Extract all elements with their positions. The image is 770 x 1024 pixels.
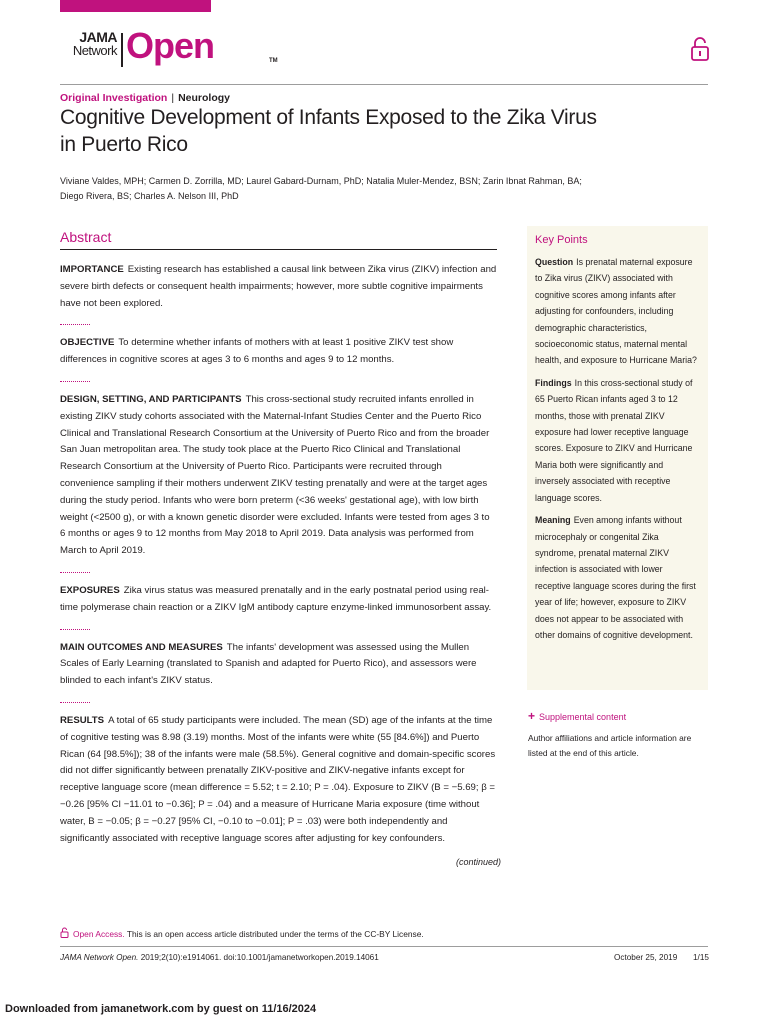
footer-rule xyxy=(60,946,708,947)
abstract-importance xyxy=(60,262,497,312)
section-divider xyxy=(60,572,90,573)
author-affiliations-note: Author affiliations and article information are listed at the end of this article. xyxy=(528,733,692,758)
download-watermark: Downloaded from jamanetwork.com by guest on 11/16/2024 xyxy=(5,1003,317,1015)
findings-text: In this cross-sectional study of 65 Puerto Rican infants aged 3 to 12 months, those with prenatal ZIKV exposure had lower receptive language scores. Exposure to ZIKV and Hurricane Maria both were significantly and inversely associated with receptive language scores. xyxy=(535,377,693,503)
section-divider xyxy=(60,381,90,382)
abstract-outcomes xyxy=(60,640,497,690)
abstract-heading: Abstract xyxy=(60,226,497,250)
key-points-box xyxy=(527,226,708,690)
article-type-separator: | xyxy=(171,92,175,104)
title-line-1: Cognitive Development of Infants Exposed to the Zika Virus xyxy=(60,106,597,129)
article-type-line xyxy=(60,91,230,105)
abstract-design xyxy=(60,392,497,560)
abstract-objective xyxy=(60,335,497,369)
open-lock-icon xyxy=(689,36,711,62)
article-type: Original Investigation xyxy=(60,92,168,104)
findings-label: Findings xyxy=(535,377,572,388)
plus-icon: + xyxy=(528,709,536,723)
exposures-text: Zika virus status was measured prenatally and in the early postnatal period using real-time polymerase chain reaction or a ZIKV IgM antibody capture enzyme-linked immunosorbent assay. xyxy=(60,584,492,613)
publication-date: October 25, 2019 xyxy=(614,953,678,962)
objective-text: To determine whether infants of mothers with at least 1 positive ZIKV test show differences in cognitive scores at ages 3 to 6 months and ages 9 to 12 months. xyxy=(60,337,454,366)
outcomes-text: The infants' development was assessed using the Mullen Scales of Early Learning (translated to Spanish and adapted for Puerto Rico), and assessors were blinded to each infant's ZIKV status. xyxy=(60,641,477,687)
continued-note: (continued) xyxy=(456,857,502,867)
design-label: DESIGN, SETTING, AND PARTICIPANTS xyxy=(60,393,242,405)
section-divider xyxy=(60,324,90,325)
outcomes-label: MAIN OUTCOMES AND MEASURES xyxy=(60,641,223,653)
citation-line xyxy=(60,952,379,964)
authors-line-1: Viviane Valdes, MPH; Carmen D. Zorrilla, MD; Laurel Gabard-Durnam, PhD; Natalia Muler-Mendez, BSN; Zarin Ibnat Rahman, BA; xyxy=(60,176,582,186)
logo-open: Open xyxy=(126,25,215,66)
open-access-text: This is an open access article distributed under the terms of the CC-BY License. xyxy=(126,929,424,939)
top-accent-bar xyxy=(60,0,211,12)
abstract-exposures xyxy=(60,583,497,617)
title-line-2: in Puerto Rico xyxy=(60,133,188,156)
journal-name: JAMA Network Open. xyxy=(60,953,139,962)
article-section: Neurology xyxy=(178,92,231,104)
importance-label: IMPORTANCE xyxy=(60,264,124,275)
meaning-label: Meaning xyxy=(535,515,571,526)
open-access-label[interactable]: Open Access. xyxy=(73,929,125,939)
abstract xyxy=(60,226,497,847)
supplemental-label: Supplemental content xyxy=(539,712,627,722)
logo-divider xyxy=(121,33,123,67)
objective-label: OBJECTIVE xyxy=(60,337,115,349)
design-text: This cross-sectional study recruited infants enrolled in existing ZIKV study cohorts associated with the Maternal-Infant Studies Center and the Puerto Rico Clinical and Translational Research Consortium at the University of Puerto Rico and from the broader San Juan metropolitan area. The study took place at the Puerto Rico Clinical and Translational Research Consortium at the University of Puerto Rico. Participants were recruited through convenience sampling if their mothers underwent ZIKV testing prenatally and were at the target ages during the study period. Infants who were born preterm (<36 weeks' gestational age), with low birth weight (<2500 g), or with a known genetic disorder were excluded. Infants were tested from ages 3 to 6 months or ages 9 to 12 months from May 2018 to April 2019. Data analysis was performed from March to April 2019. xyxy=(60,393,490,557)
importance-text: Existing research has established a causal link between Zika virus (ZIKV) infection and severe birth defects or consequent health impairments; however, more subtle cognitive impairments have not been explored. xyxy=(60,264,497,309)
citation-text: 2019;2(10):e1914061. doi:10.1001/jamanetworkopen.2019.14061 xyxy=(140,953,379,962)
abstract-results xyxy=(60,713,497,847)
supplemental-content-link[interactable] xyxy=(528,709,626,723)
header-rule xyxy=(60,84,708,85)
key-points-heading: Key Points xyxy=(535,234,588,246)
results-text: A total of 65 study participants were included. The mean (SD) age of the infants at the time of cognitive testing was 8.98 (3.19) months. Most of the infants were white (55 [84.6%]) and Puerto Rican (64 [98.5%]); 38 of the infants were male (58.5%). General cognitive and domain-specific scores did not differ significantly between prenatally ZIKV-positive and ZIKV-negative infants except for receptive language score (mean difference = 5.52; t = 2.10; P = .04). Exposure to ZIKV (B = −5.69; β = −0.26 [95% CI −11.01 to −0.36]; P = .04) and a measure of Hurricane Maria exposure (time without water, B = −0.05; β = −0.27 [95% CI, −0.10 to −0.01]; P = .03) were both independently and significantly associated with receptive language scores after adjusting for key confounders. xyxy=(60,714,496,844)
page-number: 1/15 xyxy=(693,953,709,962)
key-points-meaning xyxy=(535,512,700,643)
section-divider xyxy=(60,702,90,703)
section-divider xyxy=(60,629,90,630)
exposures-label: EXPOSURES xyxy=(60,584,120,596)
authors-line-2: Diego Rivera, BS; Charles A. Nelson III, PhD xyxy=(60,191,239,201)
article-title xyxy=(60,104,680,158)
key-points-findings xyxy=(535,375,700,506)
logo-network: Network xyxy=(72,43,117,58)
question-label: Question xyxy=(535,257,574,267)
open-access-icon xyxy=(60,927,69,938)
author-list xyxy=(60,174,640,204)
logo-tm: TM xyxy=(269,58,278,64)
key-points-question xyxy=(535,254,700,369)
question-text: Is prenatal maternal exposure to Zika virus (ZIKV) associated with cognitive scores among infants after adjusting for confounders, including demographic characteristics, socioeconomic status, maternal mental health, and exposure to Hurricane Maria? xyxy=(535,257,697,366)
logo-jama: JAMA xyxy=(79,29,117,45)
meaning-text: Even among infants without microcephaly or congenital Zika syndrome, prenatal maternal ZIKV infection is associated with lower receptive language scores during the first year of life; however, exposure to ZIKV does not appear to be associated with other domains of cognitive development. xyxy=(535,515,696,640)
results-label: RESULTS xyxy=(60,714,105,726)
open-access-note xyxy=(60,927,424,940)
